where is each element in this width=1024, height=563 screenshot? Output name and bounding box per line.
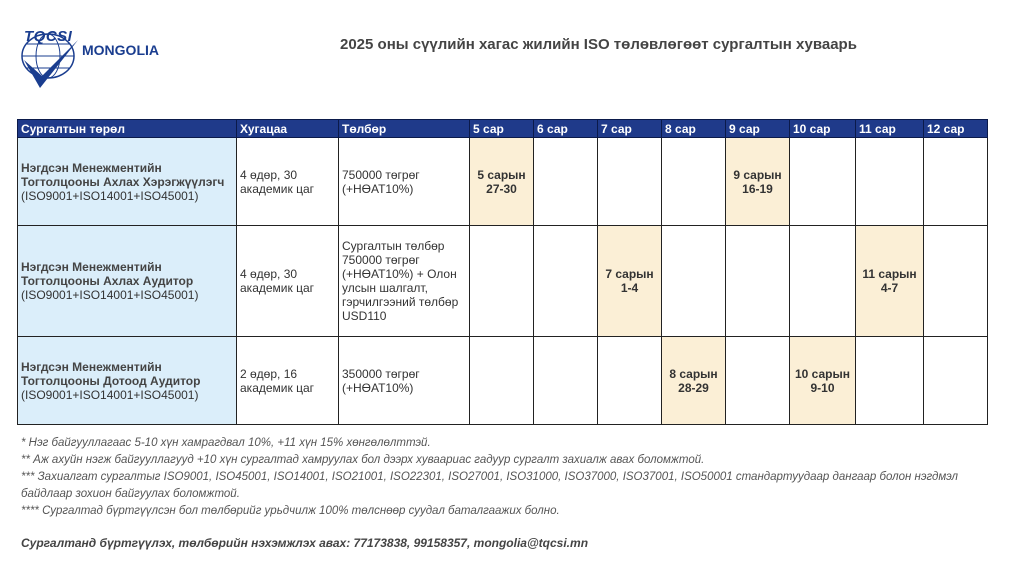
course-cell — [18, 226, 237, 337]
header-month-9: 9 сар — [726, 120, 790, 138]
table-header-row — [18, 120, 988, 138]
header-month-5: 5 сар — [470, 120, 534, 138]
schedule-cell-may — [470, 337, 534, 425]
schedule-cell-jul — [598, 337, 662, 425]
footnote: * Нэг байгууллагаас 5-10 хүн хамрагдвал 10%, +11 хүн 15% хөнгөлөлттэй. — [21, 437, 431, 449]
course-standards: (ISO9001+ISO14001+ISO45001) — [21, 288, 199, 302]
schedule-cell-dec — [924, 337, 988, 425]
duration-cell: 4 өдөр, 30 академик цаг — [237, 226, 339, 337]
schedule-table — [17, 119, 988, 425]
schedule-cell-sep — [726, 226, 790, 337]
header-month-8: 8 сар — [662, 120, 726, 138]
logo-text-tqcsi: TQCSI — [24, 28, 73, 45]
footnote: *** Захиалгат сургалтыг ISO9001, ISO45001, ISO14001, ISO21001, ISO22301, ISO27001, ISO31000, ISO37000, ISO37001, ISO50001 стандартуудаар дангаар болон нэгдмэл байдлаар зохион байгуулах боломжтой. — [21, 471, 959, 500]
page-title: 2025 оны сүүлийн хагас жилийн ISO төлөвлөгөөт сургалтын хуваарь — [340, 36, 857, 53]
duration-cell: 2 өдөр, 16 академик цаг — [237, 337, 339, 425]
schedule-cell-dec — [924, 138, 988, 226]
schedule-cell-may: 5 сарын 27-30 — [470, 138, 534, 226]
schedule-cell-oct — [790, 138, 856, 226]
schedule-cell-jul: 7 сарын 1-4 — [598, 226, 662, 337]
header-month-12: 12 сар — [924, 120, 988, 138]
company-logo — [18, 26, 178, 96]
footnotes — [21, 435, 1006, 520]
footnote: ** Аж ахуйн нэгж байгууллагууд +10 хүн сургалтад хамруулах бол дээрх хуваариас гадуур сургалт захиалж авах боломжтой. — [21, 454, 705, 466]
schedule-cell-jun — [534, 138, 598, 226]
course-standards: (ISO9001+ISO14001+ISO45001) — [21, 188, 199, 203]
course-standards: (ISO9001+ISO14001+ISO45001) — [21, 387, 199, 402]
fee-cell: 750000 төгрөг (+НӨАТ10%) — [339, 138, 470, 226]
header-month-11: 11 сар — [856, 120, 924, 138]
schedule-cell-aug: 8 сарын 28-29 — [662, 337, 726, 425]
table-row — [18, 337, 988, 425]
header-month-7: 7 сар — [598, 120, 662, 138]
fee-cell: Сургалтын төлбөр 750000 төгрөг (+НӨАТ10%) + Олон улсын шалгалт, гэрчилгээний төлбөр USD110 — [339, 226, 470, 337]
fee-cell: 350000 төгрөг (+НӨАТ10%) — [339, 337, 470, 425]
schedule-cell-jun — [534, 226, 598, 337]
schedule-cell-nov — [856, 138, 924, 226]
schedule-cell-aug — [662, 226, 726, 337]
schedule-cell-jun — [534, 337, 598, 425]
schedule-cell-jul — [598, 138, 662, 226]
schedule-cell-nov — [856, 337, 924, 425]
schedule-cell-aug — [662, 138, 726, 226]
footnote: **** Сургалтад бүртгүүлсэн бол төлбөрийг урьдчилж 100% төлснөөр суудал баталгаажих болно. — [21, 505, 560, 517]
schedule-cell-dec — [924, 226, 988, 337]
header-course-type: Сургалтын төрөл — [18, 120, 237, 138]
contact-info: Сургалтанд бүртгүүлэх, төлбөрийн нэхэмжлэх авах: 77173838, 99158357, mongolia@tqcsi.mn — [21, 536, 589, 550]
course-name: Нэгдсэн Менежментийн Тогтолцооны Ахлах Хэрэгжүүлэгч — [21, 160, 225, 189]
header-month-10: 10 сар — [790, 120, 856, 138]
course-name: Нэгдсэн Менежментийн Тогтолцооны Ахлах Аудитор — [21, 260, 194, 288]
schedule-cell-nov: 11 сарын 4-7 — [856, 226, 924, 337]
schedule-cell-sep: 9 сарын 16-19 — [726, 138, 790, 226]
course-cell — [18, 337, 237, 425]
schedule-cell-oct — [790, 226, 856, 337]
header-duration: Хугацаа — [237, 120, 339, 138]
schedule-cell-oct: 10 сарын 9-10 — [790, 337, 856, 425]
header-month-6: 6 сар — [534, 120, 598, 138]
table-row — [18, 138, 988, 226]
schedule-cell-sep — [726, 337, 790, 425]
course-name: Нэгдсэн Менежментийн Тогтолцооны Дотоод Аудитор — [21, 359, 201, 388]
course-cell — [18, 138, 237, 226]
schedule-cell-may — [470, 226, 534, 337]
header-fee: Төлбөр — [339, 120, 470, 138]
logo-text-mongolia: MONGOLIA — [82, 42, 159, 58]
duration-cell: 4 өдөр, 30 академик цаг — [237, 138, 339, 226]
table-row — [18, 226, 988, 337]
